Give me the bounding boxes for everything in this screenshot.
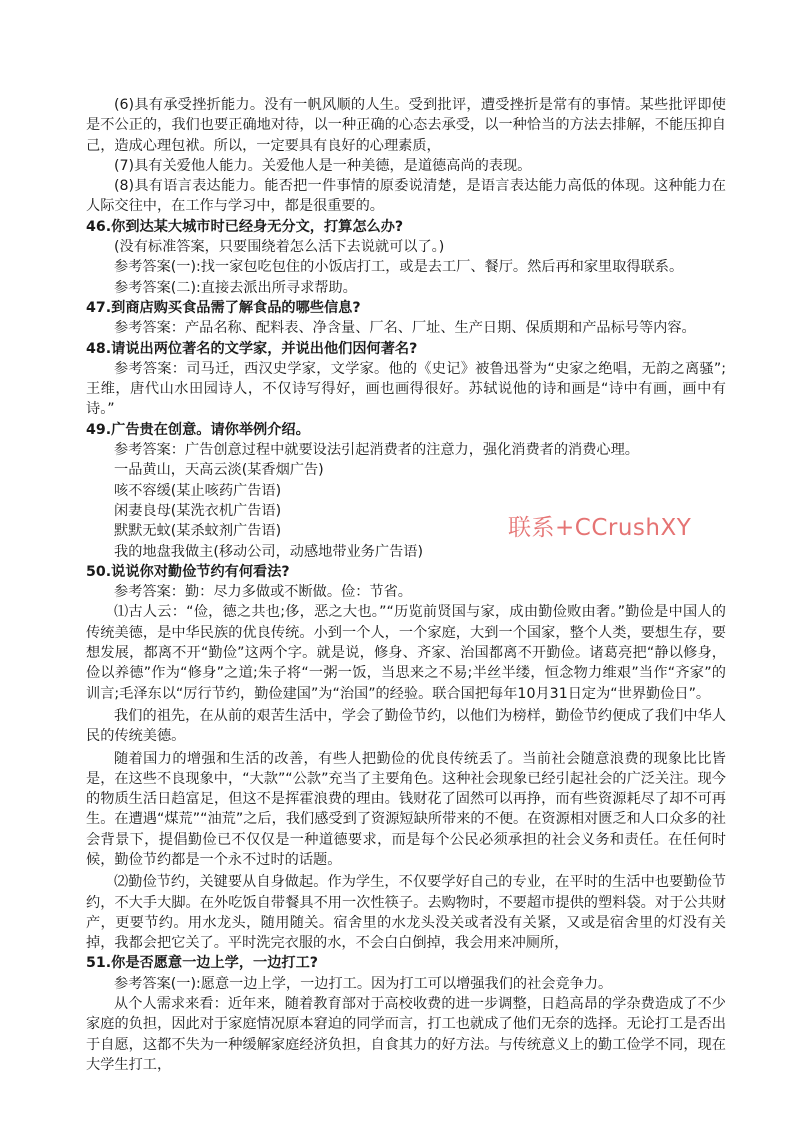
question-49-answer: 参考答案：广告创意过程中就要设法引起消费者的注意力，强化消费者的消费心理。 bbox=[114, 442, 639, 459]
question-47-heading: 47.到商店购买食品需了解食品的哪些信息? bbox=[86, 299, 361, 316]
question-48-heading: 48.请说出两位著名的文学家，并说出他们因何著名? bbox=[86, 340, 418, 357]
question-51-answer-1: 参考答案(一):愿意一边上学，一边打工。因为打工可以增强我们的社会竞争力。 bbox=[114, 975, 613, 992]
question-49-heading: 49.广告贵在创意。请你举例介绍。 bbox=[86, 421, 310, 438]
question-50-paragraph-ancestors: 我们的祖先，在从前的艰苦生活中，学会了勤俭节约，以他们为榜样，勤俭节约便成了我们中华人民的传统美德。 bbox=[86, 707, 726, 745]
question-46-note: (没有标准答案，只要围绕着怎么活下去说就可以了。) bbox=[114, 239, 445, 256]
question-50-heading: 50.说说你对勤俭节约有何看法? bbox=[86, 563, 290, 580]
question-46-answer-1: 参考答案(一):找一家包吃包住的小饭店打工，或是去工厂、餐厅。然后再和家里取得联系。 bbox=[114, 259, 684, 276]
question-47-answer: 参考答案：产品名称、配料表、净含量、厂名、厂址、生产日期、保质期和产品标号等内容。 bbox=[114, 320, 696, 337]
question-50-answer: 参考答案：勤：尽力多做或不断做。俭：节省。 bbox=[114, 584, 412, 601]
question-50-paragraph-waste: 随着国力的增强和生活的改善，有些人把勤俭的优良传统丢了。当前社会随意浪费的现象比比皆是，在这些不良现象中，“大款”“公款”充当了主要角色。这种社会现象已经引起社会的广泛关注。现今的物质生活日趋富足，但这不是挥霍浪费的理由。钱财花了固然可以再挣，而有些资源耗尽了却不可再生。在遭遇“煤荒”“油荒”之后，我们感受到了资源短缺所带来的不便。在资源相对匮乏和人口众多的社会背景下，提倡勤俭已不仅仅是一种道德要求，而是每个公民必须承担的社会义务和责任。在任何时候，勤俭节约都是一个永不过时的话题。 bbox=[86, 750, 726, 868]
document-page bbox=[86, 95, 726, 1075]
question-50-point-2: ⑵勤俭节约，关键要从自身做起。作为学生，不仅要学好自己的专业，在平时的生活中也要勤俭节约，不大手大脚。在外吃饭自带餐具不用一次性筷子。去购物时，不要超市提供的塑料袋。对于公共财产，更要节约。用水龙头，随用随关。宿舍里的水龙头没关或者没有关紧，又或是宿舍里的灯没有关掉，我都会把它关了。平时洗完衣服的水，不会白白倒掉，我会用来冲厕所， bbox=[86, 874, 726, 952]
paragraph-item-6: (6)具有承受挫折能力。没有一帆风顺的人生。受到批评，遭受挫折是常有的事情。某些批评即使是不公正的，我们也要正确地对待，以一种正确的心态去承受，以一种恰当的方法去排解，不能压抑自己，造成心理包袱。所以，一定要具有良好的心理素质， bbox=[86, 97, 726, 154]
question-51-heading: 51.你是否愿意一边上学，一边打工? bbox=[86, 955, 318, 972]
question-48-answer: 参考答案：司马迁，西汉史学家，文学家。他的《史记》被鲁迅誉为“史家之绝唱，无韵之离骚”;王维，唐代山水田园诗人，不仅诗写得好，画也画得很好。苏轼说他的诗和画是“诗中有画，画中有诗。” bbox=[86, 360, 726, 418]
ad-example-4: 默默无蚊(某杀蚊剂广告语) bbox=[114, 523, 282, 540]
question-46-heading: 46.你到达某大城市时已经身无分文，打算怎么办? bbox=[86, 218, 404, 235]
ad-example-2: 咳不容缓(某止咳药广告语) bbox=[114, 482, 282, 499]
question-50-point-1: ⑴古人云：“俭，德之共也;侈，恶之大也。”“历览前贤国与家，成由勤俭败由奢。”勤俭是中国人的传统美德，是中华民族的优良传统。小到一个人，一个家庭，大到一个国家，整个人类，要想生存，要想发展，都离不开“勤俭”这两个字。就是说，修身、齐家、治国都离不开勤俭。诸葛亮把“静以修身，俭以养德”作为“修身”之道;朱子将“一粥一饭，当思来之不易;半丝半缕，恒念物力维艰”当作“齐家”的训言;毛泽东以“厉行节约，勤俭建国”为“治国”的经验。联合国把每年10月31日定为“世界勤俭日”。 bbox=[86, 604, 726, 702]
ad-example-3: 闲妻良母(某洗衣机广告语) bbox=[114, 502, 282, 519]
ad-example-1: 一品黄山，天高云淡(某香烟广告) bbox=[114, 462, 324, 479]
watermark-text: 联系+CCrushXY bbox=[508, 515, 692, 541]
paragraph-item-8: (8)具有语言表达能力。能否把一件事情的原委说清楚，是语言表达能力高低的体现。这种能力在人际交往中，在工作与学习中，都是很重要的。 bbox=[86, 178, 726, 215]
question-51-paragraph-needs: 从个人需求来看：近年来，随着教育部对于高校收费的进一步调整，日趋高昂的学杂费造成了不少家庭的负担，因此对于家庭情况原本窘迫的同学而言，打工也就成了他们无奈的选择。无论打工是否出于自愿，这都不失为一种缓解家庭经济负担，自食其力的好方法。与传统意义上的勤工俭学不同，现在大学生打工， bbox=[86, 996, 726, 1073]
paragraph-item-7: (7)具有关爱他人能力。关爱他人是一种美德，是道德高尚的表现。 bbox=[114, 157, 532, 174]
question-46-answer-2: 参考答案(二):直接去派出所寻求帮助。 bbox=[114, 279, 357, 296]
ad-example-5: 我的地盘我做主(移动公司，动感地带业务广告语) bbox=[114, 543, 424, 560]
